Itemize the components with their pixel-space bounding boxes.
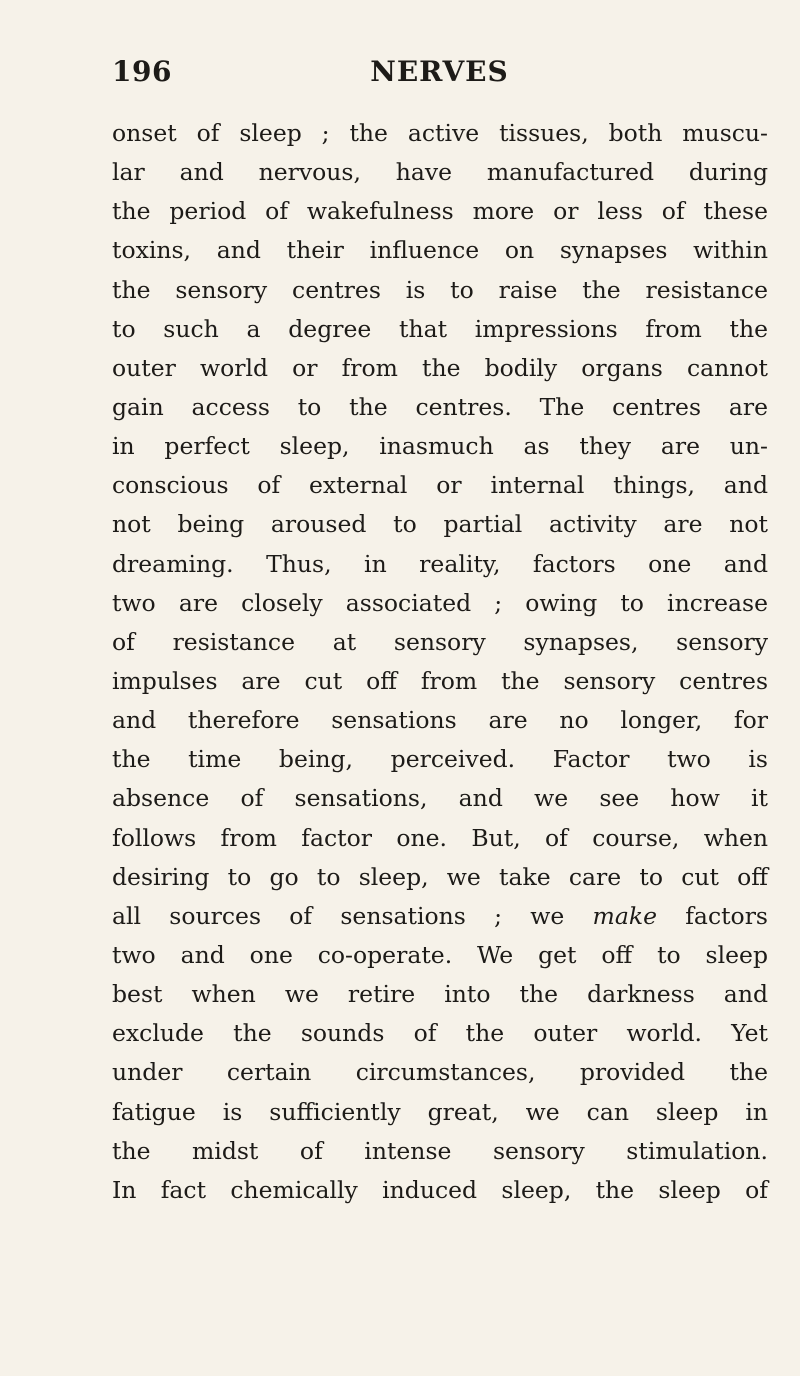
text-line: dreaming. Thus, in reality, factors one and <box>112 549 768 578</box>
running-title: NERVES <box>370 55 509 88</box>
text-line: two and one co-operate. We get off to sleep <box>112 940 768 969</box>
text-line: to such a degree that impressions from the <box>112 314 768 343</box>
text-line: desiring to go to sleep, we take care to cut off <box>112 862 768 891</box>
text-line: the period of wakefulness more or less of these <box>112 197 768 226</box>
text-line: outer world or from the bodily organs cannot <box>112 353 768 382</box>
text-line: In fact chemically induced sleep, the sleep of <box>112 1175 768 1204</box>
text-line: follows from factor one. But, of course, when <box>112 823 768 852</box>
text-line: in perfect sleep, inasmuch as they are un- <box>112 432 768 461</box>
text-line: best when we retire into the darkness and <box>112 980 768 1009</box>
body-text <box>112 114 768 1210</box>
text-line: conscious of external or internal things, and <box>112 471 768 500</box>
page-header <box>112 55 767 95</box>
text-line: toxins, and their influence on synapses within <box>112 236 768 265</box>
text-line-with-italic <box>112 897 768 936</box>
text-line: impulses are cut off from the sensory centres <box>112 666 768 695</box>
text-line: exclude the sounds of the outer world. Yet <box>112 1019 768 1048</box>
text-line: onset of sleep ; the active tissues, both muscu- <box>112 119 768 147</box>
text-line: under certain circumstances, provided the <box>112 1058 768 1087</box>
text-line: of resistance at sensory synapses, sensory <box>112 627 768 656</box>
text-line: lar and nervous, have manufactured during <box>112 158 768 187</box>
text-line: and therefore sensations are no longer, for <box>112 706 768 735</box>
text-line: two are closely associated ; owing to increase <box>112 588 768 617</box>
text-line: not being aroused to partial activity are not <box>112 510 768 539</box>
text-segment: all sources of sensations ; we <box>112 901 593 930</box>
text-line: the sensory centres is to raise the resistance <box>112 275 768 304</box>
text-segment: factors <box>656 901 768 930</box>
text-line: gain access to the centres. The centres are <box>112 392 768 421</box>
text-line: fatigue is sufficiently great, we can sleep in <box>112 1097 768 1126</box>
text-line: the midst of intense sensory stimulation. <box>112 1136 768 1165</box>
page-number: 196 <box>112 55 172 88</box>
italic-emphasis: make <box>592 901 657 930</box>
text-line: absence of sensations, and we see how it <box>112 784 768 813</box>
text-line: the time being, perceived. Factor two is <box>112 745 768 774</box>
